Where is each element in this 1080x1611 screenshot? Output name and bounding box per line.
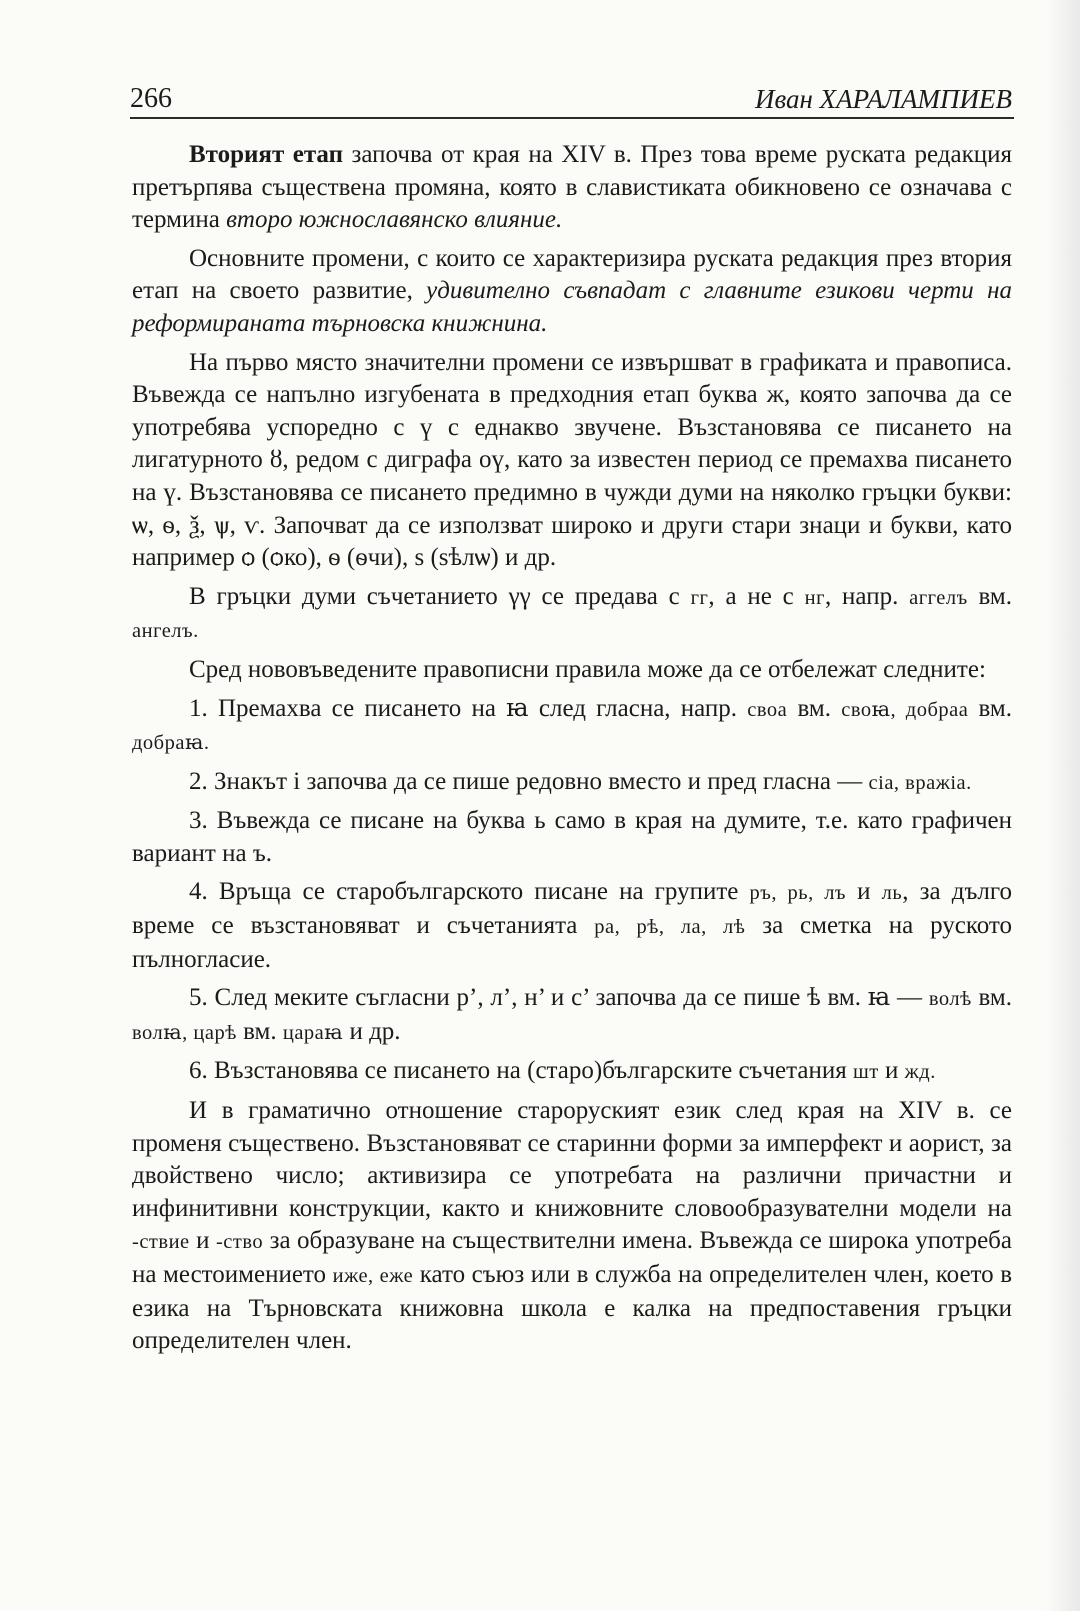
page-edge-shadow	[1046, 0, 1080, 1611]
paragraph-greek-words: В гръцки думи съчетанието γγ се предава с гг, а не с нг, напр. аггелъ вм. ангелъ.	[132, 582, 1012, 643]
header-rule	[130, 117, 1014, 119]
list-item-4: 4. Връща се старобългарското писане на групите ръ, рь, лъ и ль, за дълго време се възстановяват и съчетанията ра, рѣ, ла, лѣ за сметка на руското пълногласие.	[132, 878, 1012, 973]
page-number: 266	[130, 83, 172, 114]
paragraph-grammar: И в граматично отношение староруският език след края на XIV в. се променя съществено. Възстановяват се старинни форми за имперфект и аорист, за двойствено число; активизира се употребата на различни причастни и инфинитивни конструкции, както и книжовните словообразувателни модели на -ствие и -ство за образуване на съществителни имена. Въвежда се широка употреба на местоимението иже, еже като съюз или в служба на определителен член, което в езика на Търновската книжовна школа е калка на предпоставения гръцки определителен член.	[132, 1097, 1012, 1355]
paragraph-rules-intro: Сред нововъведените правописни правила може да се отбележат следните:	[189, 655, 986, 683]
list-item-1: 1. Премахва се писането на ꙗ след гласна, напр. своа вм. своꙗ, добраа вм. добраꙗ.	[132, 694, 1013, 755]
italic-phrase: удивително съвпадат с главните езикови черти на реформираната търновска книжнина.	[132, 277, 1012, 337]
list-item-5: 5. След меките съгласни р’, л’, н’ и с’ започва да се пише ѣ вм. ꙗ — волѣ вм. волꙗ, царѣ вм. цараꙗ и др.	[132, 984, 1012, 1045]
list-item-2: 2. Знакът і започва да се пише редовно вместо и пред гласна — сіа, вражіа.	[189, 767, 972, 795]
page-header	[130, 82, 1012, 122]
list-item-3: 3. Въвежда се писане на буква ь само в края на думите, т.е. като графичен вариант на ъ.	[132, 807, 1012, 867]
list-item-6: 6. Възстановява се писането на (старо)българските съчетания шт и жд.	[189, 1057, 936, 1085]
paragraph-second-stage: Вторият етап започва от края на XIV в. През това време руската редакция претърпява съществена промяна, която в славистиката обикновено се означава с термина второ южнославянско влияние.	[132, 141, 1012, 234]
body-text	[132, 139, 1012, 1364]
bold-lead: Вторият етап	[189, 141, 343, 168]
italic-term: второ южнославянско влияние.	[226, 206, 563, 234]
running-head: Иван ХАРАЛАМПИЕВ	[755, 84, 1012, 114]
paragraph-graphics: На първо място значителни промени се извършват в графиката и правописа. Въвежда се напълно изгубената в предходния етап буква ж, която започва да се употребява успоредно с ү с еднакво звучене. Възстановява се писането на лигатурното ȣ, редом с диграфа оү, като за известен период се премахва писането на ү. Възстановява се писането предимно в чужди думи на няколко гръцки букви: ѡ, ѳ, ѯ, ѱ, ѵ. Започват да се използват широко и други стари знаци и букви, като например ѻ (ѻко), ѳ (ѳчи), ѕ (ѕѣлѡ) и др.	[132, 348, 1012, 572]
paragraph-main-changes: Основните промени, с които се характеризира руската редакция през втория етап на своето развитие, удивително съвпадат с главните езикови черти на реформираната търновска книжнина.	[132, 244, 1012, 337]
